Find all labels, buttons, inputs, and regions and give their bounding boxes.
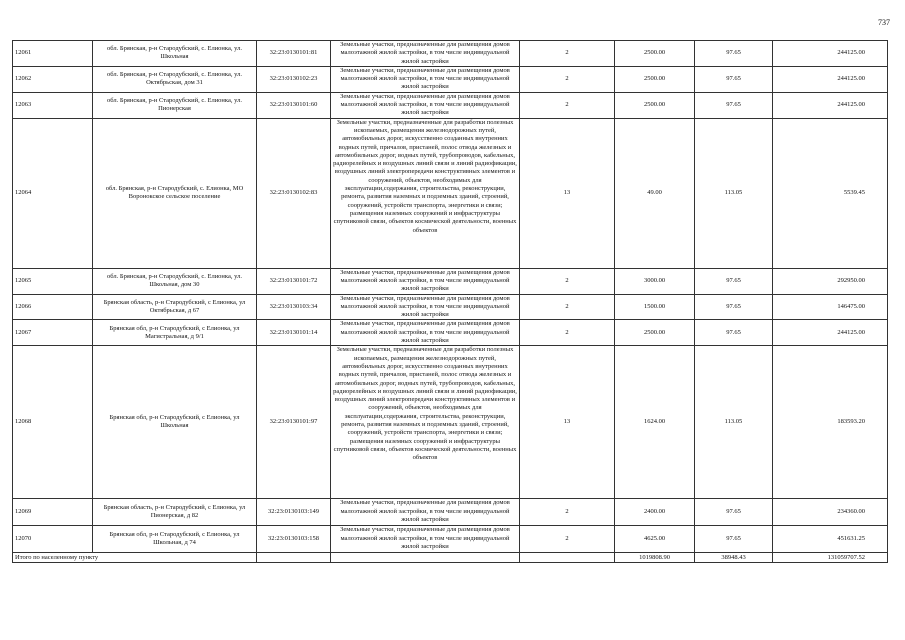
parcel-area-cell: 49.00	[615, 118, 695, 268]
table-row	[13, 92, 888, 118]
use-group-code-cell: 2	[520, 92, 615, 118]
specific-value-cell: 97.65	[695, 526, 773, 553]
parcel-number-cell: 12068	[13, 346, 93, 499]
parcel-area-cell: 2500.00	[615, 92, 695, 118]
parcel-address-cell: Брянская обл, р-н Стародубский, с Елионка, ул Школьная, д 74	[93, 526, 257, 553]
parcel-address-cell: обл. Брянская, р-н Стародубский, с. Елионка, ул. Пионерская	[93, 92, 257, 118]
specific-value-cell: 97.65	[695, 92, 773, 118]
use-group-code-cell: 2	[520, 268, 615, 294]
use-group-code-cell: 2	[520, 499, 615, 526]
land-use-purpose-cell: Земельные участки, предназначенные для размещения домов малоэтажной жилой застройки, в том числе индивидуальной жилой застройки	[331, 268, 520, 294]
cadastral-number-cell: 32:23:0130103:34	[257, 294, 331, 320]
cadastral-value-cell: 234360.00	[773, 499, 888, 526]
specific-value-cell: 97.65	[695, 320, 773, 346]
parcel-address-cell: обл. Брянская, р-н Стародубский, с. Елионка, ул. Школьная	[93, 41, 257, 67]
land-use-purpose-cell: Земельные участки, предназначенные для размещения домов малоэтажной жилой застройки, в том числе индивидуальной жилой застройки	[331, 41, 520, 67]
totals-rate: 38948.43	[695, 553, 773, 563]
cadastral-number-cell: 32:23:0130101:97	[257, 346, 331, 499]
cadastral-number-cell: 32:23:0130101:60	[257, 92, 331, 118]
parcel-number-cell: 12070	[13, 526, 93, 553]
totals-label: Итого по населенному пункту	[13, 553, 257, 563]
totals-area: 1019808.90	[615, 553, 695, 563]
cadastral-value-cell: 146475.00	[773, 294, 888, 320]
land-use-purpose-cell: Земельные участки, предназначенные для разработки полезных ископаемых, размещения железнодорожных путей, автомобильных дорог, искусственно созданных внутренних водных путей, причалов, пристаней, полос отвода железных и автомобильных дорог, водных путей, трубопроводов, кабельных, радиорелейных и воздушных линий связи и линий радиофикации, воздушных линий электропередачи конструктивных элементов и сооружений, объектов, необходимых для эксплуатации,содержания, строительства, реконструкции, ремонта, развития наземных и подземных зданий, строений, сооружений, устройств транспорта, энергетики и связи; размещения наземных сооружений и инфраструктуры спутниковой связи, объектов космической деятельности, военных объектов	[331, 118, 520, 268]
cadastral-number-cell: 32:23:0130102:23	[257, 66, 331, 92]
parcel-area-cell: 3000.00	[615, 268, 695, 294]
parcel-number-cell: 12061	[13, 41, 93, 67]
table-row	[13, 66, 888, 92]
table-row	[13, 526, 888, 553]
parcel-area-cell: 2500.00	[615, 320, 695, 346]
use-group-code-cell: 2	[520, 526, 615, 553]
specific-value-cell: 113.05	[695, 118, 773, 268]
table-row	[13, 320, 888, 346]
table-row	[13, 499, 888, 526]
parcel-number-cell: 12063	[13, 92, 93, 118]
land-use-purpose-cell: Земельные участки, предназначенные для размещения домов малоэтажной жилой застройки, в том числе индивидуальной жилой застройки	[331, 294, 520, 320]
use-group-code-cell: 2	[520, 320, 615, 346]
parcel-area-cell: 2500.00	[615, 41, 695, 67]
use-group-code-cell: 13	[520, 346, 615, 499]
parcel-address-cell: обл. Брянская, р-н Стародубский, с. Елионка, ул. Октябрьская, дом 31	[93, 66, 257, 92]
specific-value-cell: 97.65	[695, 294, 773, 320]
parcel-address-cell: Брянская обл, р-н Стародубский, с Елионка, ул Магистральная, д 9/1	[93, 320, 257, 346]
land-use-purpose-cell: Земельные участки, предназначенные для размещения домов малоэтажной жилой застройки, в том числе индивидуальной жилой застройки	[331, 66, 520, 92]
parcel-number-cell: 12062	[13, 66, 93, 92]
use-group-code-cell: 13	[520, 118, 615, 268]
cadastral-number-cell: 32:23:0130101:81	[257, 41, 331, 67]
parcel-number-cell: 12064	[13, 118, 93, 268]
cadastral-value-cell: 244125.00	[773, 66, 888, 92]
cadastral-value-cell: 244125.00	[773, 41, 888, 67]
cadastral-number-cell: 32:23:0130101:14	[257, 320, 331, 346]
parcel-address-cell: обл. Брянская, р-н Стародубский, с. Елионка, ул. Школьная, дом 30	[93, 268, 257, 294]
cadastral-value-cell: 244125.00	[773, 320, 888, 346]
parcel-number-cell: 12067	[13, 320, 93, 346]
totals-empty-cell	[331, 553, 520, 563]
parcel-area-cell: 1500.00	[615, 294, 695, 320]
land-use-purpose-cell: Земельные участки, предназначенные для размещения домов малоэтажной жилой застройки, в том числе индивидуальной жилой застройки	[331, 526, 520, 553]
use-group-code-cell: 2	[520, 41, 615, 67]
table-row	[13, 118, 888, 268]
land-use-purpose-cell: Земельные участки, предназначенные для разработки полезных ископаемых, размещения железнодорожных путей, автомобильных дорог, искусственно созданных внутренних водных путей, причалов, пристаней, полос отвода железных и автомобильных дорог, водных путей, трубопроводов, кабельных, радиорелейных и воздушных линий связи и линий радиофикации, воздушных линий электропередачи конструктивных элементов и сооружений, объектов, необходимых для эксплуатации,содержания, строительства, реконструкции, ремонта, развития наземных и подземных зданий, строений, сооружений, устройств транспорта, энергетики и связи; размещения наземных сооружений и инфраструктуры спутниковой связи, объектов космической деятельности, военных объектов	[331, 346, 520, 499]
cadastral-value-table	[12, 40, 888, 563]
use-group-code-cell: 2	[520, 66, 615, 92]
totals-row	[13, 553, 888, 563]
land-use-purpose-cell: Земельные участки, предназначенные для размещения домов малоэтажной жилой застройки, в том числе индивидуальной жилой застройки	[331, 92, 520, 118]
parcel-address-cell: обл. Брянская, р-н Стародубский, с. Елионка, МО Воронокское сельское поселение	[93, 118, 257, 268]
cadastral-number-cell: 32:23:0130103:149	[257, 499, 331, 526]
land-use-purpose-cell: Земельные участки, предназначенные для размещения домов малоэтажной жилой застройки, в том числе индивидуальной жилой застройки	[331, 499, 520, 526]
totals-empty-cell	[257, 553, 331, 563]
table-row	[13, 346, 888, 499]
specific-value-cell: 113.05	[695, 346, 773, 499]
parcel-number-cell: 12066	[13, 294, 93, 320]
specific-value-cell: 97.65	[695, 66, 773, 92]
totals-empty-cell	[520, 553, 615, 563]
table-row	[13, 294, 888, 320]
table-body	[13, 41, 888, 563]
table-row	[13, 41, 888, 67]
specific-value-cell: 97.65	[695, 41, 773, 67]
parcel-address-cell: Брянская область, р-н Стародубский, с Елионка, ул Октябрьская, д 67	[93, 294, 257, 320]
totals-value: 131059707.52	[773, 553, 888, 563]
parcel-address-cell: Брянская обл, р-н Стародубский, с Елионка, ул Школьная	[93, 346, 257, 499]
parcel-area-cell: 1624.00	[615, 346, 695, 499]
parcel-area-cell: 2500.00	[615, 66, 695, 92]
use-group-code-cell: 2	[520, 294, 615, 320]
cadastral-number-cell: 32:23:0130103:158	[257, 526, 331, 553]
cadastral-value-cell: 244125.00	[773, 92, 888, 118]
parcel-area-cell: 2400.00	[615, 499, 695, 526]
land-use-purpose-cell: Земельные участки, предназначенные для размещения домов малоэтажной жилой застройки, в том числе индивидуальной жилой застройки	[331, 320, 520, 346]
table-row	[13, 268, 888, 294]
cadastral-number-cell: 32:23:0130102:83	[257, 118, 331, 268]
cadastral-value-cell: 183593.20	[773, 346, 888, 499]
cadastral-value-cell: 292950.00	[773, 268, 888, 294]
parcel-address-cell: Брянская область, р-н Стародубский, с Елионка, ул Пионерская, д 82	[93, 499, 257, 526]
specific-value-cell: 97.65	[695, 499, 773, 526]
page-number: 737	[878, 18, 890, 27]
parcel-number-cell: 12065	[13, 268, 93, 294]
specific-value-cell: 97.65	[695, 268, 773, 294]
parcel-area-cell: 4625.00	[615, 526, 695, 553]
cadastral-value-cell: 5539.45	[773, 118, 888, 268]
cadastral-number-cell: 32:23:0130101:72	[257, 268, 331, 294]
cadastral-value-cell: 451631.25	[773, 526, 888, 553]
parcel-number-cell: 12069	[13, 499, 93, 526]
